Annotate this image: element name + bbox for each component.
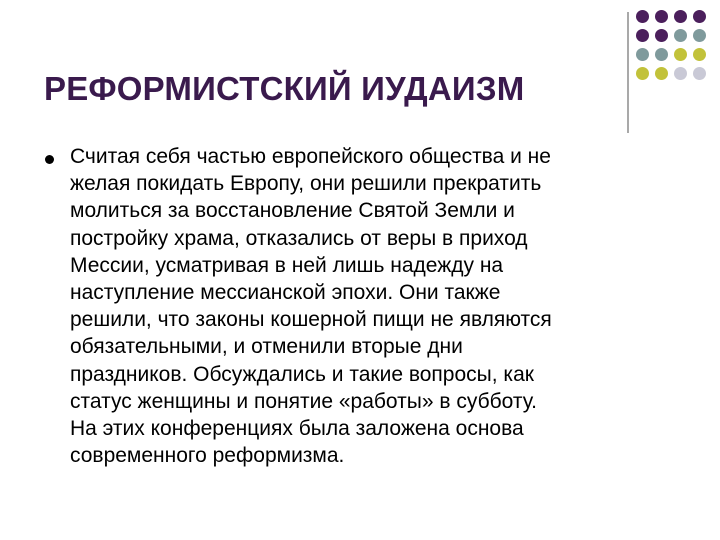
- decorative-dot-grid: [636, 9, 708, 99]
- bullet-line: Мессии, усматривая в ней лишь надежду на: [70, 253, 504, 277]
- decorative-dot: [693, 29, 706, 42]
- bullet-line: праздников. Обсуждались и такие вопросы, как: [70, 362, 534, 386]
- decorative-dot: [636, 67, 649, 80]
- bullet-line: постройку храма, отказались от веры в приход: [70, 226, 528, 250]
- decorative-dot: [674, 48, 687, 61]
- bullet-line: Считая себя частью европейского общества и не: [70, 145, 551, 168]
- decorative-dot: [636, 29, 649, 42]
- bullet-line: На этих конференциях была заложена основа: [70, 417, 524, 441]
- decorative-dot: [674, 10, 687, 23]
- decorative-dot: [655, 29, 668, 42]
- bullet-line: обязательными, и отменили вторые дни: [70, 335, 463, 359]
- decorative-dot: [693, 10, 706, 23]
- decorative-dot: [636, 10, 649, 23]
- bullet-text: [70, 143, 684, 469]
- bullet-line: современного реформизма.: [70, 444, 345, 468]
- bullet-line: наступление мессианской эпохи. Они также: [70, 281, 501, 305]
- decorative-dot: [636, 48, 649, 61]
- slide-body: [44, 143, 684, 469]
- bullet-line: желая покидать Европу, они решили прекратить: [70, 172, 542, 196]
- bullet-line: молиться за восстановление Святой Земли и: [70, 199, 515, 223]
- decorative-dot: [693, 48, 706, 61]
- bullet-icon: [45, 155, 54, 164]
- bullet-line: статус женщины и понятие «работы» в субботу.: [70, 389, 537, 413]
- decorative-dot: [674, 67, 687, 80]
- vertical-divider: [627, 12, 629, 133]
- decorative-dot: [655, 48, 668, 61]
- slide-title: РЕФОРМИСТСКИЙ ИУДАИЗМ: [44, 70, 525, 107]
- decorative-dot: [693, 67, 706, 80]
- decorative-dot: [674, 29, 687, 42]
- decorative-dot: [655, 67, 668, 80]
- bullet-item: [44, 143, 684, 469]
- decorative-dot: [655, 10, 668, 23]
- bullet-line: решили, что законы кошерной пищи не являются: [70, 308, 552, 332]
